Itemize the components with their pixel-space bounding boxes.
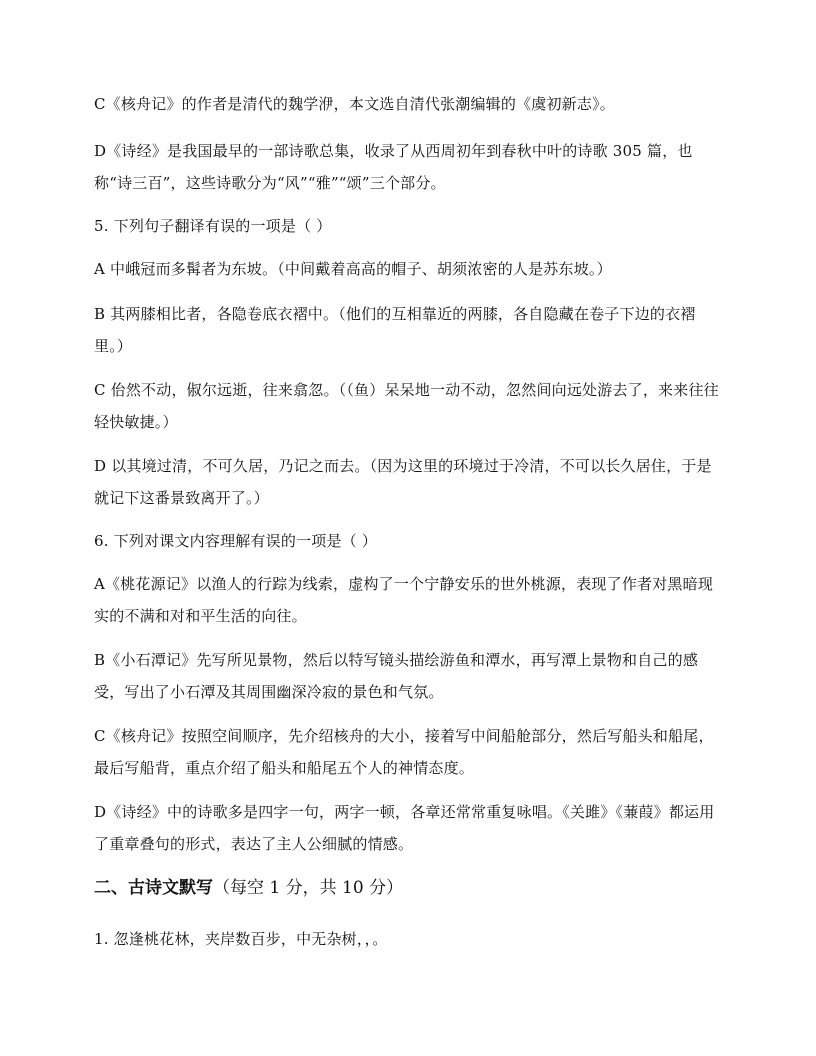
question-5-option-b: B 其两膝相比者，各隐卷底衣褶中。（他们的互相靠近的两膝，各自隐藏在卷子下边的衣褶里。） [94, 305, 696, 355]
question-5-stem: 5. 下列句子翻译有误的一项是（ ） [94, 217, 332, 235]
option-c-hezhouji-author: C《核舟记》的作者是清代的魏学洢，本文选自清代张潮编辑的《虞初新志》。 [94, 95, 615, 113]
question-5-option-d: D 以其境过清，不可久居，乃记之而去。（因为这里的环境过于冷清，不可以长久居住，于是就记下这番景致离开了。） [94, 457, 712, 507]
question-6-option-a: A《桃花源记》以渔人的行踪为线索，虚构了一个宁静安乐的世外桃源，表现了作者对黑暗现实的不满和对和平生活的向往。 [94, 575, 714, 625]
question-6-option-d: D《诗经》中的诗歌多是四字一句，两字一顿，各章还常常重复咏唱。《关雎》《蒹葭》都运用了重章叠句的形式，表达了主人公细腻的情感。 [94, 803, 715, 853]
question-5-option-c: C 佁然不动，俶尔远逝，往来翕忽。（（鱼）呆呆地一动不动，忽然间向远处游去了，来来往往轻快敏捷。） [94, 381, 719, 431]
fill-in-question-1: 1. 忽逢桃花林，夹岸数百步，中无杂树，，。 [94, 930, 388, 948]
question-6-stem: 6. 下列对课文内容理解有误的一项是（ ） [94, 532, 378, 550]
section-heading [94, 872, 724, 904]
option-d-shijing: D《诗经》是我国最早的一部诗歌总集，收录了从西周初年到春秋中叶的诗歌 305 篇，也称“诗三百”，这些诗歌分为“风”“雅”“颂”三个部分。 [94, 142, 693, 192]
question-6-option-b: B《小石潭记》先写所见景物，然后以特写镜头描绘游鱼和潭水，再写潭上景物和自己的感受，写出了小石潭及其周围幽深冷寂的景色和气氛。 [94, 651, 699, 701]
question-5-option-a: A 中峨冠而多髯者为东坡。（中间戴着高高的帽子、胡须浓密的人是苏东坡。） [94, 260, 612, 278]
section-heading-title: 二、古诗文默写 [94, 878, 213, 898]
section-heading-note: （每空 1 分，共 10 分） [213, 878, 404, 898]
question-6-option-c: C《核舟记》按照空间顺序，先介绍核舟的大小，接着写中间船舱部分，然后写船头和船尾，最后写船背，重点介绍了船头和船尾五个人的神情态度。 [94, 727, 714, 777]
